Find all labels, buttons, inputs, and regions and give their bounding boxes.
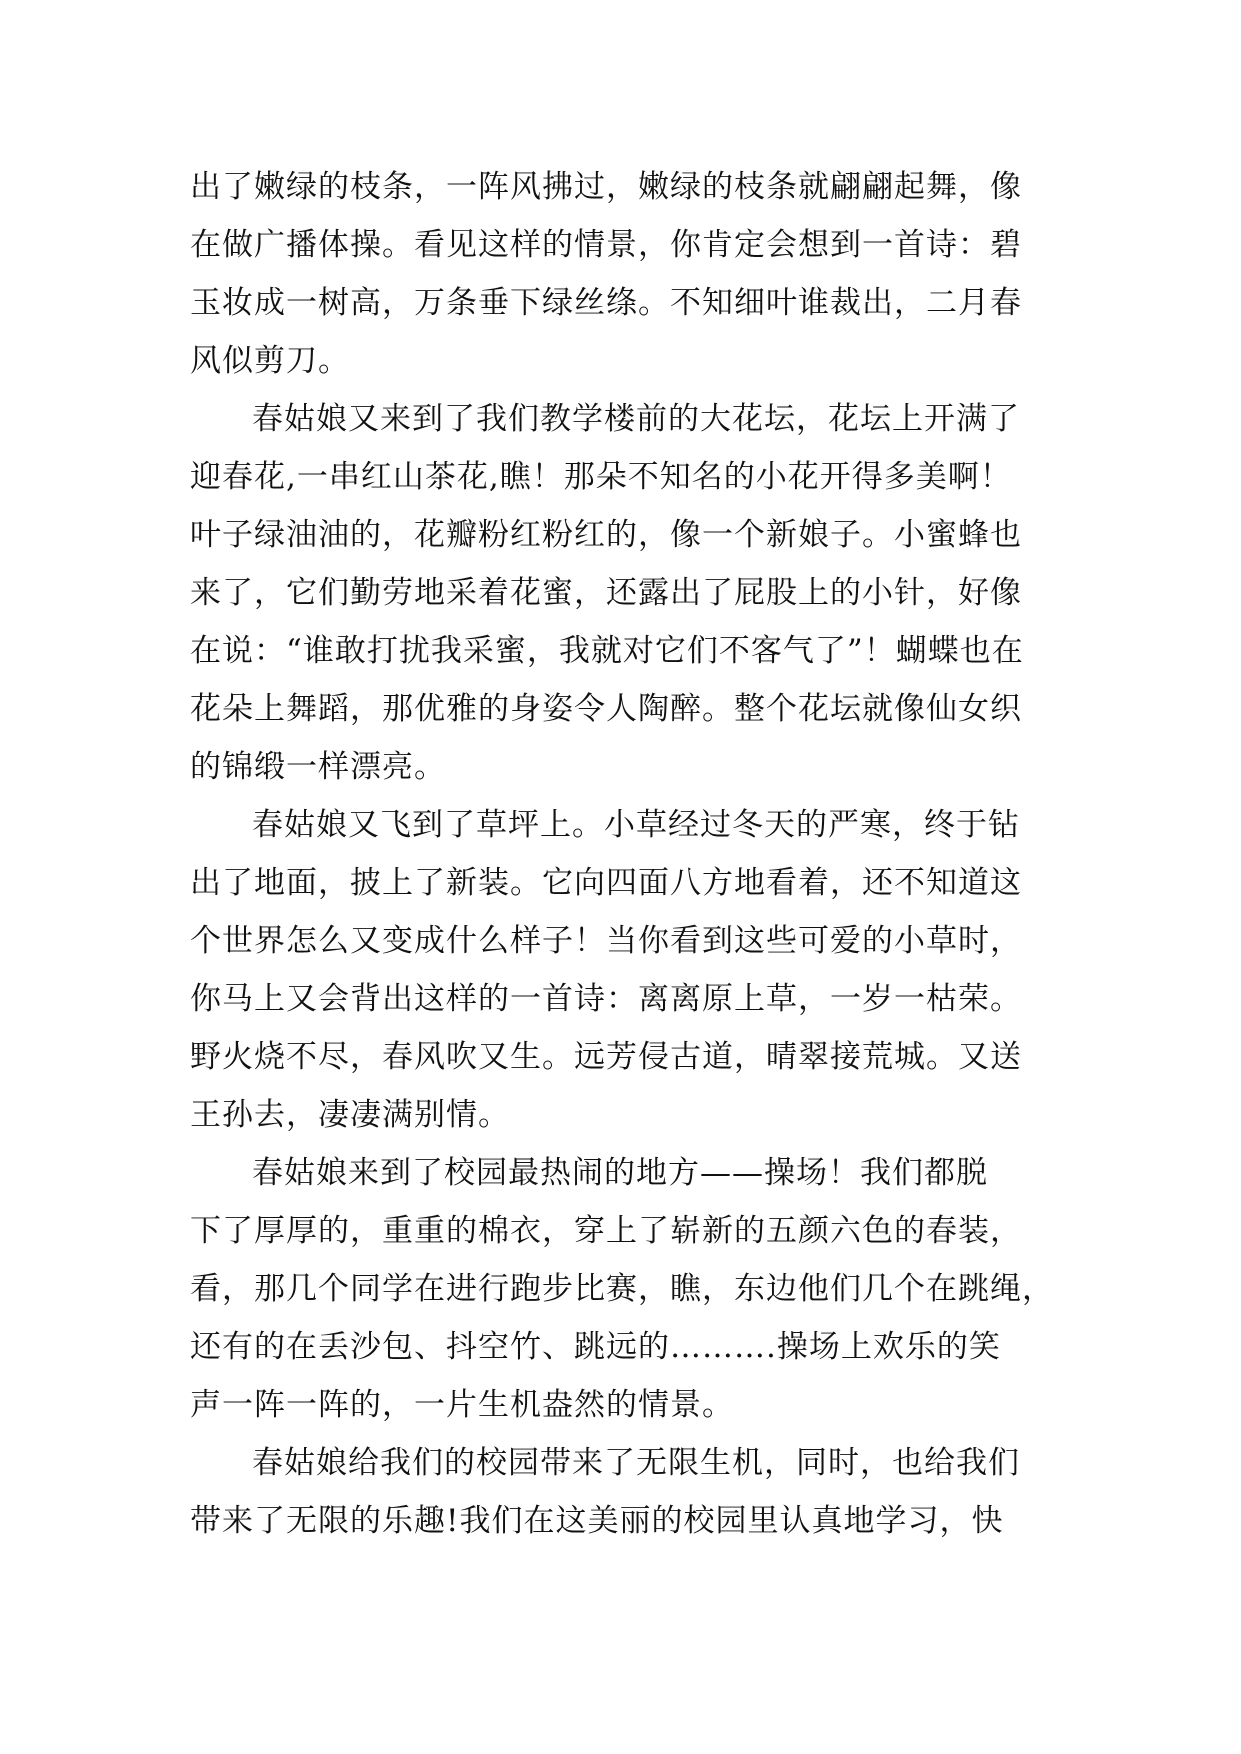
paragraph-conclusion: [190, 1434, 1070, 1550]
text-line: 野火烧不尽，春风吹又生。远芳侵古道，晴翠接荒城。又送: [190, 1039, 1022, 1075]
text-line: 春姑娘来到了校园最热闹的地方——操场！我们都脱: [252, 1155, 988, 1191]
text-line: 花朵上舞蹈，那优雅的身姿令人陶醉。整个花坛就像仙女织: [190, 691, 1022, 727]
text-line: 你马上又会背出这样的一首诗：离离原上草，一岁一枯荣。: [190, 981, 1022, 1017]
text-line: 带来了无限的乐趣!我们在这美丽的校园里认真地学习，快: [190, 1503, 1004, 1539]
text-line: 的锦缎一样漂亮。: [190, 749, 446, 785]
paragraph-playground: [190, 1144, 1070, 1434]
text-line: 春姑娘又飞到了草坪上。小草经过冬天的严寒，终于钻: [252, 807, 1020, 843]
text-line: 春姑娘又来到了我们教学楼前的大花坛，花坛上开满了: [252, 401, 1020, 437]
text-line: 出了地面，披上了新装。它向四面八方地看着，还不知道这: [190, 865, 1022, 901]
text-line: 迎春花,一串红山茶花,瞧！那朵不知名的小花开得多美啊！: [190, 459, 1012, 495]
paragraph-willow: [190, 158, 1070, 390]
text-line: 还有的在丢沙包、抖空竹、跳远的……….操场上欢乐的笑: [190, 1329, 1001, 1365]
text-line: 在说：“谁敢打扰我采蜜，我就对它们不客气了”！蝴蝶也在: [190, 633, 1024, 669]
text-line: 声一阵一阵的，一片生机盎然的情景。: [190, 1387, 734, 1423]
text-line: 出了嫩绿的枝条，一阵风拂过，嫩绿的枝条就翩翩起舞，像: [190, 169, 1022, 205]
text-line: 风似剪刀。: [190, 343, 350, 379]
paragraph-flower-bed: [190, 390, 1070, 796]
essay-body: [190, 158, 1070, 1550]
text-line: 叶子绿油油的，花瓣粉红粉红的，像一个新娘子。小蜜蜂也: [190, 517, 1022, 553]
text-line: 在做广播体操。看见这样的情景，你肯定会想到一首诗：碧: [190, 227, 1022, 263]
text-line: 来了，它们勤劳地采着花蜜，还露出了屁股上的小针，好像: [190, 575, 1022, 611]
text-line: 下了厚厚的，重重的棉衣，穿上了崭新的五颜六色的春装，: [190, 1213, 1022, 1249]
text-line: 看，那几个同学在进行跑步比赛，瞧，东边他们几个在跳绳，: [190, 1271, 1054, 1307]
text-line: 春姑娘给我们的校园带来了无限生机，同时，也给我们: [252, 1445, 1020, 1481]
text-line: 玉妆成一树高，万条垂下绿丝绦。不知细叶谁裁出，二月春: [190, 285, 1022, 321]
text-line: 王孙去，凄凄满别情。: [190, 1097, 510, 1133]
text-line: 个世界怎么又变成什么样子！当你看到这些可爱的小草时，: [190, 923, 1022, 959]
paragraph-lawn: [190, 796, 1070, 1144]
